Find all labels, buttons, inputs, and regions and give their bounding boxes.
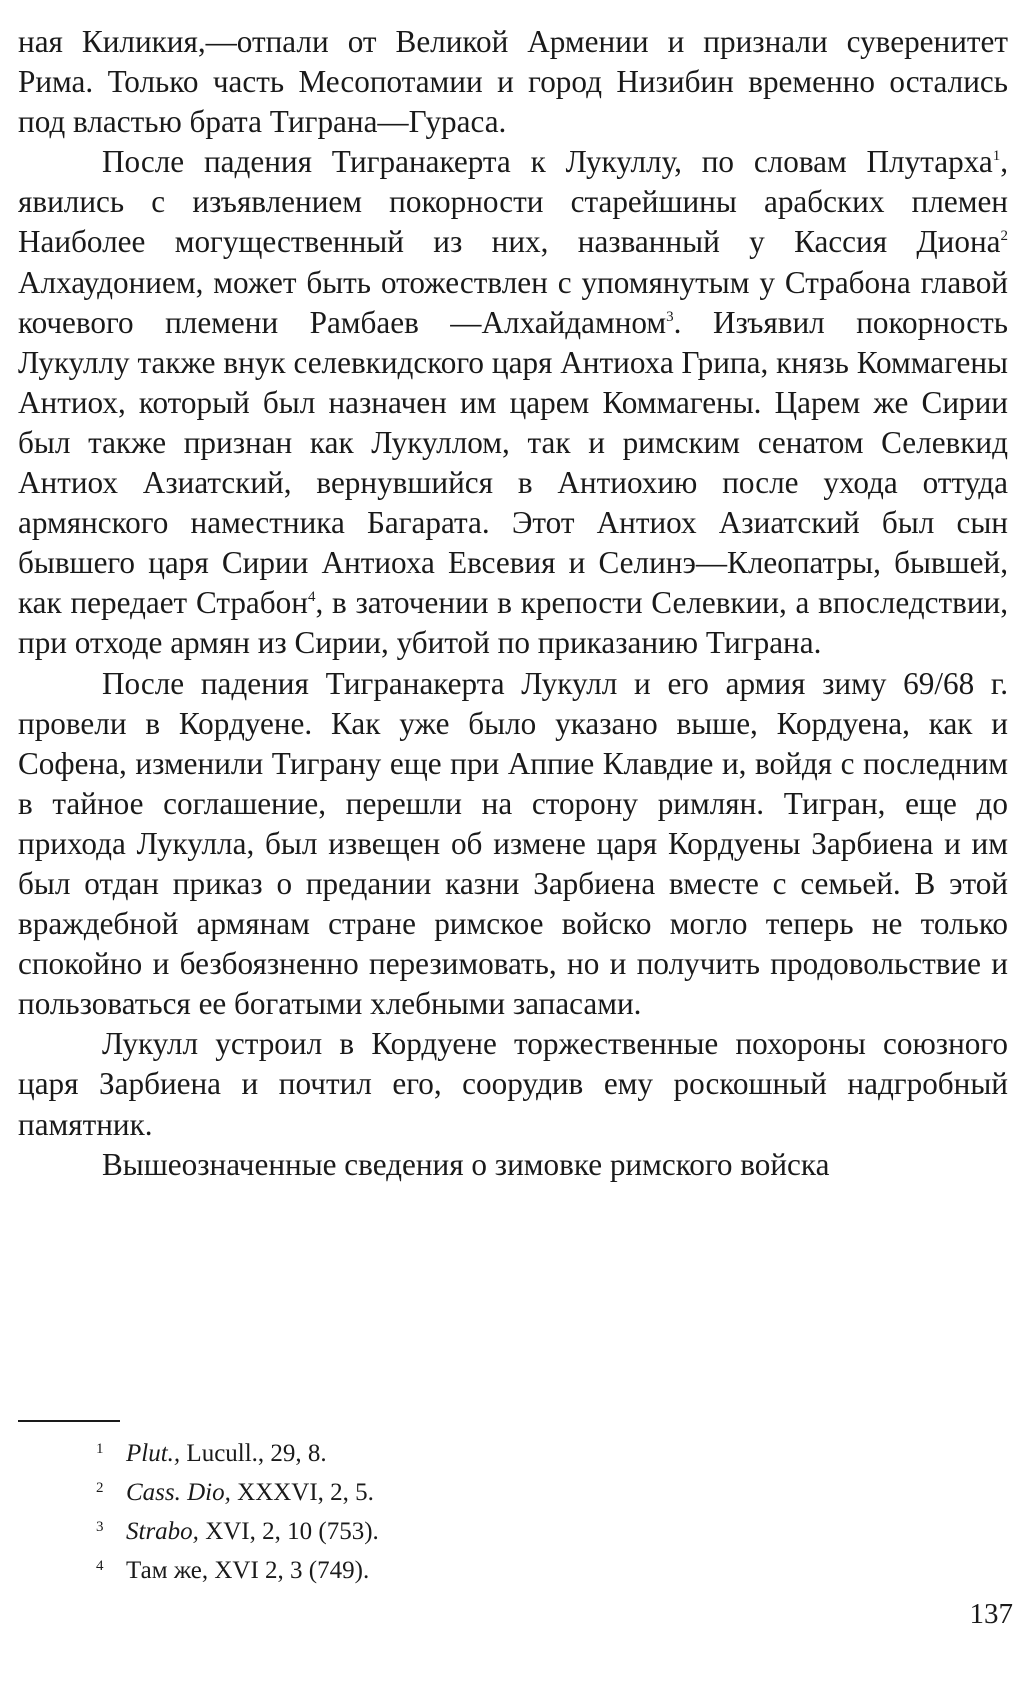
footnotes [96,1432,696,1588]
footnote-reference: Там же, XVI 2, 3 (749). [126,1557,370,1584]
footnote-mark: 2 [96,1480,104,1496]
footnote-mark: 3 [96,1519,104,1535]
paragraph: Лукулл устроил в Кордуене торжественные похороны союзного царя Зарбиена и почтил его, соорудив ему роскошный надгробный памятник. [18,1026,1008,1142]
text-run: , в заточении в крепости Селевкии, а впоследствии, при отходе армян из Сирии, убитой по приказанию Тиграна. [18,585,1008,661]
footnote-ref: 4 [307,589,316,606]
footnote-item [96,1549,696,1588]
footnote-author: Strabo, [126,1518,199,1545]
footnote-ref: 1 [992,148,1001,165]
text-run: , явились с изъявлением покорности старейшины арабских племен Наиболее могущественный из них, названный у Кассия Диона [18,144,1008,260]
footnote-ref: 3 [666,308,674,325]
footnote-divider [18,1420,120,1422]
footnote-item [96,1432,696,1471]
footnote-mark: 1 [96,1441,104,1457]
footnote-item [96,1471,696,1510]
footnote-item [96,1510,696,1549]
footnote-mark: 4 [96,1558,104,1574]
footnote-reference: Lucull., 29, 8. [180,1440,327,1467]
text-run: Алхаудонием, может быть отожествлен с упомянутым у Страбона главой кочевого племени Рамбаев —Алхайдамном [18,264,1008,340]
main-text [18,22,1008,1185]
footnote-reference: XXXVI, 2, 5. [230,1479,374,1506]
paragraph: Вышеозначенные сведения о зимовке римского войска [102,1146,830,1182]
footnote-author: Cass. Dio, [126,1479,231,1506]
footnote-author: Plut., [126,1440,181,1467]
text-run: После падения Тигранакерта к Лукуллу, по словам Плутарха [102,144,993,180]
paragraph: После падения Тигранакерта Лукулл и его армия зиму 69/68 г. провели в Кордуене. Как уже было указано выше, Кордуена, как и Софена, изменили Тиграну еще при Аппие Клавдие и, войдя с последним в тайное соглашение, перешли на сторону римлян. Тигран, еще до прихода Лукулла, был извещен об измене царя Кордуены Зарбиена и им был отдан приказ о предании казни Зарбиена вместе с семьей. В этой враждебной армянам стране римское войско могло теперь не только спокойно и безбоязненно перезимовать, но и получить продовольствие и пользоваться ее богатыми хлебными запасами. [18,665,1008,1022]
page-number: 137 [969,1598,1013,1630]
text-run: . Изъявил покорность Лукуллу также внук селевкидского царя Антиоха Грипа, князь Коммагены Антиох, который был назначен им царем Коммагены. Царем же Сирии был также признан как Лукуллом, так и римским сенатом Селевкид Антиох Азиатский, вернувшийся в Антиохию после ухода оттуда армянского наместника Багарата. Этот Антиох Азиатский был сын бывшего царя Сирии Антиоха Евсевия и Селинэ—Клеопатры, бывшей, как передает Страбон [18,304,1008,621]
footnote-ref: 2 [1000,228,1008,245]
paragraph: ная Киликия,—отпали от Великой Армении и признали суверенитет Рима. Только часть Месопотамии и город Низибин временно остались под властью брата Тиграна—Гураса. [18,24,1008,140]
paragraph [18,142,1008,663]
footnote-reference: XVI, 2, 10 (753). [198,1518,379,1545]
